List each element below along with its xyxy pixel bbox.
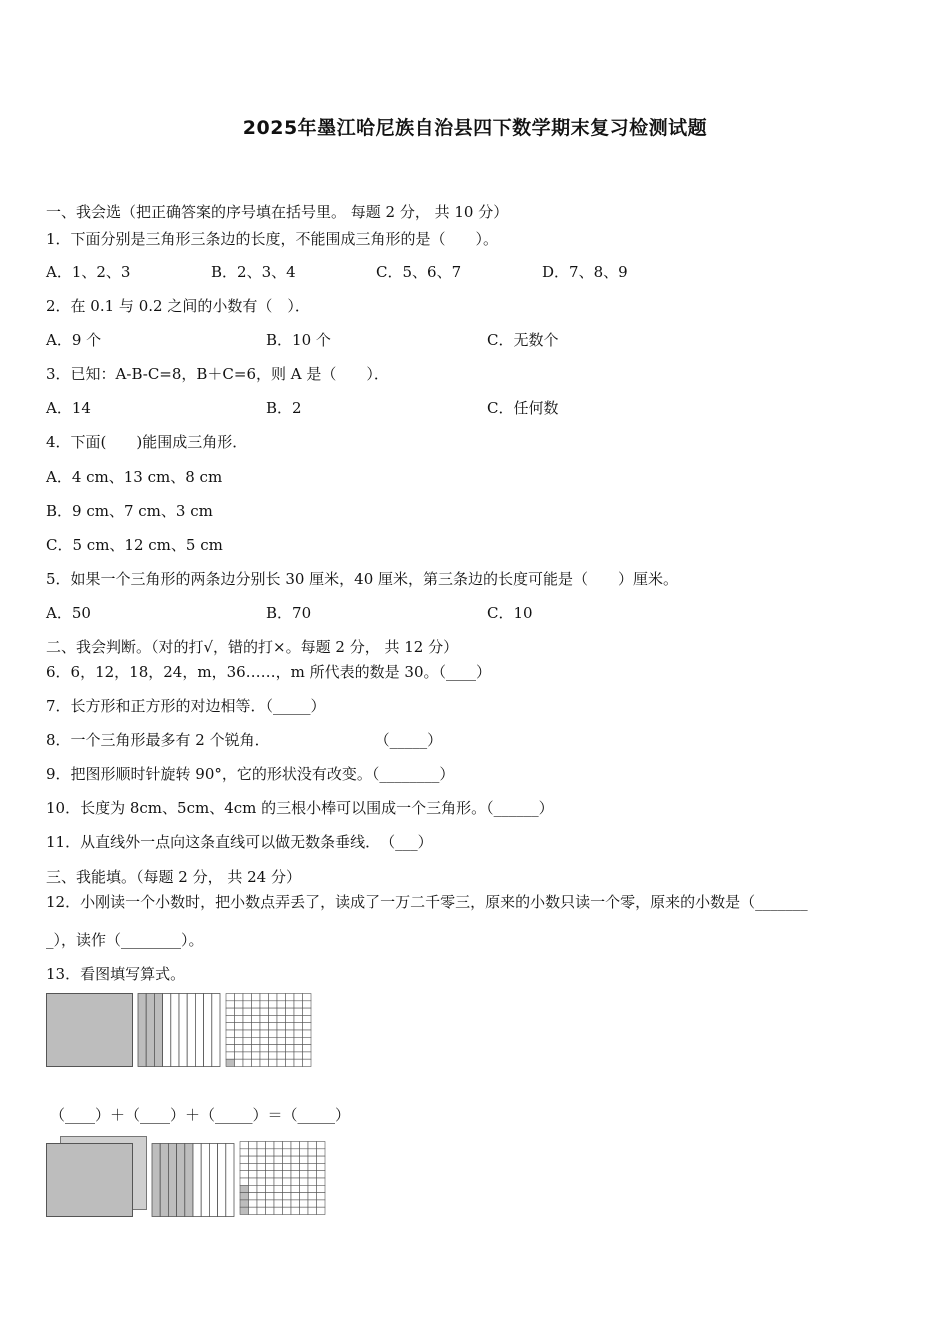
- q5-option-c: C．10: [487, 604, 533, 622]
- hundredth-cell: [226, 1015, 235, 1022]
- hundredth-cell: [303, 1059, 312, 1066]
- tenth-column: [154, 994, 162, 1067]
- question-13: 13．看图填写算式。: [46, 965, 186, 983]
- hundredth-cell: [249, 1142, 258, 1149]
- hundredth-cell: [243, 1008, 252, 1015]
- front-square: [47, 1144, 133, 1217]
- hundredth-cell: [294, 1045, 303, 1052]
- hundredth-cell: [283, 1193, 292, 1200]
- hundredth-cell: [226, 1008, 235, 1015]
- hundredth-cell: [269, 1001, 278, 1008]
- question-8: 8．一个三角形最多有 2 个锐角． （_____）: [46, 731, 443, 749]
- hundredth-cell: [286, 1052, 295, 1059]
- hundredth-cell: [257, 1149, 266, 1156]
- hundredths-grid: [226, 994, 311, 1067]
- hundredth-cell: [317, 1171, 326, 1178]
- hundredth-cell: [317, 1193, 326, 1200]
- hundredth-cell: [308, 1185, 317, 1192]
- hundredth-cell: [294, 994, 303, 1001]
- hundredth-cell: [260, 1023, 269, 1030]
- question-2: 2．在 0.1 与 0.2 之间的小数有（ ）．: [46, 297, 310, 315]
- hundredth-cell: [291, 1193, 300, 1200]
- hundredth-cell: [266, 1142, 275, 1149]
- hundredth-cell: [257, 1178, 266, 1185]
- hundredth-cell: [317, 1178, 326, 1185]
- hundredth-cell: [266, 1207, 275, 1214]
- hundredth-cell: [235, 994, 244, 1001]
- q1-option-c: C．5、6、7: [376, 263, 462, 281]
- hundredth-cell: [274, 1207, 283, 1214]
- question-3: 3．已知：A-B-C=8，B＋C=6，则 A 是（ ）．: [46, 365, 389, 383]
- hundredth-cell: [294, 1052, 303, 1059]
- q4-option-c: C．5 cm、12 cm、5 cm: [46, 536, 223, 554]
- hundredth-cell: [249, 1200, 258, 1207]
- hundredth-cell: [291, 1149, 300, 1156]
- hundredth-cell: [291, 1142, 300, 1149]
- hundredth-cell: [243, 1037, 252, 1044]
- hundredth-cell: [317, 1207, 326, 1214]
- hundredth-cell: [240, 1171, 249, 1178]
- tenth-column: [152, 1144, 160, 1217]
- hundredth-cell: [249, 1178, 258, 1185]
- hundredth-cell: [283, 1178, 292, 1185]
- hundredth-cell: [294, 1015, 303, 1022]
- hundredth-cell: [308, 1178, 317, 1185]
- hundredth-cell: [266, 1171, 275, 1178]
- hundredth-cell: [308, 1156, 317, 1163]
- hundredth-cell: [274, 1200, 283, 1207]
- hundredth-cell: [243, 1030, 252, 1037]
- hundredth-cell: [300, 1207, 309, 1214]
- question-9: 9．把图形顺时针旋转 90°，它的形状没有改变。（________）: [46, 765, 455, 783]
- hundredth-cell: [317, 1142, 326, 1149]
- hundredth-cell: [257, 1156, 266, 1163]
- hundredth-cell: [303, 1023, 312, 1030]
- hundredth-cell: [249, 1193, 258, 1200]
- question-12-line-2: _），读作（________）。: [46, 931, 204, 949]
- hundredth-cell: [291, 1200, 300, 1207]
- hundredth-cell: [243, 1059, 252, 1066]
- hundredth-cell: [260, 1059, 269, 1066]
- question-12-line-1: 12．小刚读一个小数时，把小数点弄丢了，读成了一万二千零三，原来的小数只读一个零，原来的小数是（_______: [46, 893, 808, 911]
- q1-option-b: B．2、3、4: [211, 263, 296, 281]
- q3-option-a: A．14: [46, 399, 91, 417]
- hundredth-cell: [257, 1185, 266, 1192]
- hundredth-cell: [283, 1156, 292, 1163]
- hundredth-cell: [277, 1023, 286, 1030]
- q4-option-a: A．4 cm、13 cm、8 cm: [46, 468, 223, 486]
- hundredth-cell: [269, 1045, 278, 1052]
- question-6: 6．6，12，18，24，m，36……，m 所代表的数是 30。（____）: [46, 663, 492, 681]
- hundredth-cell: [274, 1193, 283, 1200]
- hundredth-cell: [269, 994, 278, 1001]
- figure-group-1: [46, 993, 316, 1068]
- hundredth-cell: [266, 1149, 275, 1156]
- section-2-heading: 二、我会判断。（对的打√，错的打×。每题 2 分， 共 12 分）: [46, 638, 459, 656]
- hundredth-cell: [286, 1037, 295, 1044]
- hundredth-cell: [240, 1193, 249, 1200]
- hundredth-cell: [257, 1142, 266, 1149]
- hundredth-cell: [269, 1023, 278, 1030]
- hundredths-grid: [240, 1142, 325, 1215]
- hundredth-cell: [243, 1023, 252, 1030]
- hundredth-cell: [266, 1193, 275, 1200]
- hundredth-cell: [252, 1015, 261, 1022]
- hundredth-cell: [260, 1052, 269, 1059]
- hundredth-cell: [274, 1149, 283, 1156]
- hundredth-cell: [274, 1163, 283, 1170]
- hundredth-cell: [249, 1156, 258, 1163]
- hundredth-cell: [303, 1008, 312, 1015]
- hundredth-cell: [226, 994, 235, 1001]
- q1-option-d: D．7、8、9: [542, 263, 628, 281]
- hundredth-cell: [249, 1207, 258, 1214]
- hundredth-cell: [308, 1149, 317, 1156]
- hundredth-cell: [286, 1001, 295, 1008]
- q3-option-b: B．2: [266, 399, 302, 417]
- hundredth-cell: [294, 1001, 303, 1008]
- hundredth-cell: [277, 1059, 286, 1066]
- hundredth-cell: [317, 1149, 326, 1156]
- hundredth-cell: [317, 1200, 326, 1207]
- hundredth-cell: [226, 1037, 235, 1044]
- hundredth-cell: [286, 994, 295, 1001]
- tenth-column: [209, 1144, 217, 1217]
- tenth-column: [146, 994, 154, 1067]
- hundredth-cell: [286, 1008, 295, 1015]
- hundredth-cell: [277, 994, 286, 1001]
- hundredth-cell: [303, 1045, 312, 1052]
- question-1: 1．下面分别是三角形三条边的长度，不能围成三角形的是（ ）。: [46, 230, 499, 248]
- hundredth-cell: [300, 1142, 309, 1149]
- hundredth-cell: [277, 1030, 286, 1037]
- hundredth-cell: [243, 1015, 252, 1022]
- hundredth-cell: [294, 1023, 303, 1030]
- tenth-column: [179, 994, 187, 1067]
- hundredth-cell: [300, 1200, 309, 1207]
- hundredth-cell: [317, 1163, 326, 1170]
- equation: （____）＋（____）＋（_____）＝（_____）: [50, 1106, 351, 1124]
- question-10: 10．长度为 8cm、5cm、4cm 的三根小棒可以围成一个三角形。（______）: [46, 799, 554, 817]
- hundredth-cell: [291, 1207, 300, 1214]
- tenth-column: [177, 1144, 185, 1217]
- hundredth-cell: [277, 1037, 286, 1044]
- hundredth-cell: [260, 994, 269, 1001]
- hundredth-cell: [257, 1200, 266, 1207]
- hundredth-cell: [269, 1015, 278, 1022]
- hundredth-cell: [240, 1149, 249, 1156]
- hundredth-cell: [252, 1052, 261, 1059]
- hundredth-cell: [308, 1207, 317, 1214]
- hundredth-cell: [235, 1001, 244, 1008]
- hundredth-cell: [260, 1015, 269, 1022]
- tenth-column: [226, 1144, 234, 1217]
- tenth-column: [171, 994, 179, 1067]
- hundredth-cell: [294, 1037, 303, 1044]
- hundredth-cell: [317, 1185, 326, 1192]
- hundredth-cell: [235, 1037, 244, 1044]
- hundredth-cell: [300, 1185, 309, 1192]
- hundredth-cell: [235, 1045, 244, 1052]
- hundredth-cell: [303, 1015, 312, 1022]
- hundredth-cell: [260, 1045, 269, 1052]
- hundredth-cell: [243, 1045, 252, 1052]
- tenth-column: [218, 1144, 226, 1217]
- hundredth-cell: [283, 1200, 292, 1207]
- hundredth-cell: [269, 1008, 278, 1015]
- hundredth-cell: [277, 1052, 286, 1059]
- q2-option-b: B．10 个: [266, 331, 331, 349]
- tenths-square: [138, 994, 220, 1067]
- q4-option-b: B．9 cm、7 cm、3 cm: [46, 502, 213, 520]
- hundredth-cell: [283, 1149, 292, 1156]
- hundredth-cell: [300, 1149, 309, 1156]
- hundredth-cell: [286, 1059, 295, 1066]
- hundredth-cell: [308, 1171, 317, 1178]
- hundredth-cell: [308, 1200, 317, 1207]
- question-5: 5．如果一个三角形的两条边分别长 30 厘米，40 厘米，第三条边的长度可能是（ ）厘米。: [46, 570, 679, 588]
- hundredth-cell: [291, 1156, 300, 1163]
- hundredth-cell: [235, 1023, 244, 1030]
- hundredth-cell: [226, 1045, 235, 1052]
- hundredth-cell: [266, 1178, 275, 1185]
- hundredth-cell: [283, 1171, 292, 1178]
- hundredth-cell: [274, 1171, 283, 1178]
- hundredth-cell: [308, 1142, 317, 1149]
- hundredth-cell: [300, 1156, 309, 1163]
- whole-square: [47, 994, 133, 1067]
- section-1-heading: 一、我会选（把正确答案的序号填在括号里。 每题 2 分， 共 10 分）: [46, 203, 509, 221]
- hundredth-cell: [308, 1163, 317, 1170]
- hundredth-cell: [243, 1001, 252, 1008]
- question-7: 7．长方形和正方形的对边相等．（_____）: [46, 697, 326, 715]
- hundredth-cell: [252, 1037, 261, 1044]
- hundredth-cell: [260, 1008, 269, 1015]
- hundredth-cell: [240, 1207, 249, 1214]
- hundredth-cell: [240, 1178, 249, 1185]
- hundredth-cell: [240, 1200, 249, 1207]
- page-title: 2025年墨江哈尼族自治县四下数学期末复习检测试题: [242, 117, 708, 139]
- hundredth-cell: [283, 1185, 292, 1192]
- hundredth-cell: [294, 1059, 303, 1066]
- tenth-column: [138, 994, 146, 1067]
- hundredth-cell: [257, 1207, 266, 1214]
- hundredth-cell: [257, 1163, 266, 1170]
- hundredth-cell: [260, 1001, 269, 1008]
- hundredth-cell: [269, 1052, 278, 1059]
- hundredth-cell: [303, 1001, 312, 1008]
- hundredth-cell: [249, 1171, 258, 1178]
- hundredth-cell: [300, 1171, 309, 1178]
- hundredth-cell: [252, 1030, 261, 1037]
- hundredth-cell: [243, 994, 252, 1001]
- hundredth-cell: [286, 1045, 295, 1052]
- hundredth-cell: [235, 1015, 244, 1022]
- hundredth-cell: [277, 1045, 286, 1052]
- hundredth-cell: [291, 1163, 300, 1170]
- hundredth-cell: [240, 1156, 249, 1163]
- hundredth-cell: [266, 1163, 275, 1170]
- hundredth-cell: [291, 1178, 300, 1185]
- hundredth-cell: [235, 1052, 244, 1059]
- hundredth-cell: [303, 1030, 312, 1037]
- q5-option-b: B．70: [266, 604, 312, 622]
- tenth-column: [185, 1144, 193, 1217]
- hundredth-cell: [260, 1037, 269, 1044]
- hundredth-cell: [286, 1023, 295, 1030]
- hundredth-cell: [226, 1030, 235, 1037]
- hundredth-cell: [269, 1030, 278, 1037]
- hundredth-cell: [226, 1023, 235, 1030]
- hundredth-cell: [277, 1008, 286, 1015]
- hundredth-cell: [294, 1030, 303, 1037]
- hundredth-cell: [226, 1059, 235, 1066]
- hundredth-cell: [283, 1142, 292, 1149]
- hundredth-cell: [266, 1156, 275, 1163]
- hundredth-cell: [249, 1185, 258, 1192]
- hundredth-cell: [266, 1185, 275, 1192]
- hundredth-cell: [286, 1030, 295, 1037]
- question-11: 11．从直线外一点向这条直线可以做无数条垂线． （___）: [46, 833, 433, 851]
- hundredth-cell: [300, 1163, 309, 1170]
- hundredth-cell: [283, 1207, 292, 1214]
- hundredth-cell: [252, 1023, 261, 1030]
- hundredth-cell: [274, 1185, 283, 1192]
- tenth-column: [168, 1144, 176, 1217]
- hundredth-cell: [240, 1163, 249, 1170]
- hundredth-cell: [260, 1030, 269, 1037]
- hundredth-cell: [249, 1149, 258, 1156]
- hundredth-cell: [252, 1059, 261, 1066]
- hundredth-cell: [257, 1171, 266, 1178]
- hundredth-cell: [252, 1045, 261, 1052]
- question-4: 4．下面( )能围成三角形．: [46, 433, 248, 451]
- hundredth-cell: [274, 1156, 283, 1163]
- tenth-column: [193, 1144, 201, 1217]
- tenth-column: [187, 994, 195, 1067]
- tenth-column: [160, 1144, 168, 1217]
- hundredth-cell: [235, 1008, 244, 1015]
- hundredth-cell: [291, 1185, 300, 1192]
- section-3-heading: 三、我能填。（每题 2 分， 共 24 分）: [46, 868, 301, 886]
- q1-option-a: A．1、2、3: [46, 263, 131, 281]
- figure-group-2: [46, 1135, 331, 1219]
- tenth-column: [163, 994, 171, 1067]
- hundredth-cell: [269, 1037, 278, 1044]
- hundredth-cell: [277, 1015, 286, 1022]
- tenths-square: [152, 1144, 234, 1217]
- hundredth-cell: [303, 1037, 312, 1044]
- hundredth-cell: [269, 1059, 278, 1066]
- q2-option-a: A．9 个: [46, 331, 102, 349]
- hundredth-cell: [240, 1185, 249, 1192]
- hundredth-cell: [252, 1008, 261, 1015]
- hundredth-cell: [226, 1052, 235, 1059]
- hundredth-cell: [303, 994, 312, 1001]
- hundredth-cell: [252, 994, 261, 1001]
- hundredth-cell: [274, 1178, 283, 1185]
- hundredth-cell: [226, 1001, 235, 1008]
- hundredth-cell: [274, 1142, 283, 1149]
- hundredth-cell: [252, 1001, 261, 1008]
- hundredth-cell: [266, 1200, 275, 1207]
- hundredth-cell: [317, 1156, 326, 1163]
- hundredth-cell: [243, 1052, 252, 1059]
- q2-option-c: C．无数个: [487, 331, 559, 349]
- tenth-column: [212, 994, 220, 1067]
- hundredth-cell: [286, 1015, 295, 1022]
- tenth-column: [195, 994, 203, 1067]
- hundredth-cell: [249, 1163, 258, 1170]
- hundredth-cell: [300, 1178, 309, 1185]
- hundredth-cell: [308, 1193, 317, 1200]
- hundredth-cell: [300, 1193, 309, 1200]
- hundredth-cell: [291, 1171, 300, 1178]
- hundredth-cell: [235, 1030, 244, 1037]
- hundredth-cell: [235, 1059, 244, 1066]
- hundredth-cell: [240, 1142, 249, 1149]
- tenth-column: [204, 994, 212, 1067]
- hundredth-cell: [303, 1052, 312, 1059]
- hundredth-cell: [277, 1001, 286, 1008]
- hundredth-cell: [283, 1163, 292, 1170]
- hundredth-cell: [294, 1008, 303, 1015]
- hundredth-cell: [257, 1193, 266, 1200]
- q3-option-c: C．任何数: [487, 399, 559, 417]
- tenth-column: [201, 1144, 209, 1217]
- q5-option-a: A．50: [46, 604, 91, 622]
